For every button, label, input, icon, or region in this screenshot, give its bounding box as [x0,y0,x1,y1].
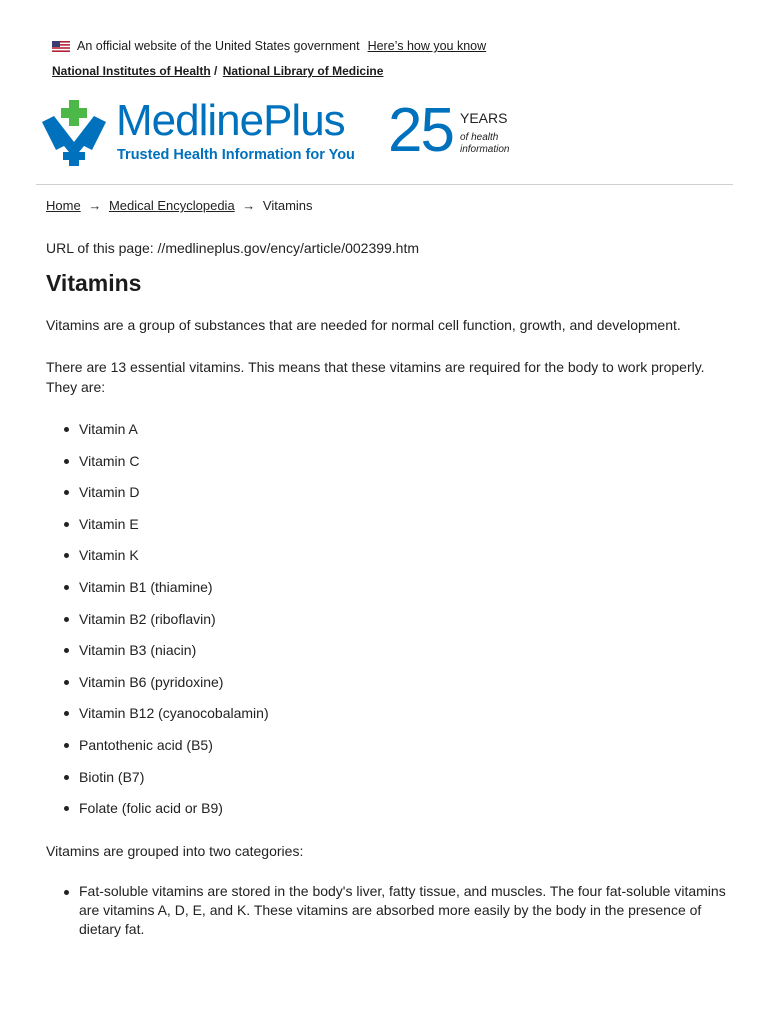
anniversary-number: 25 [388,96,453,165]
breadcrumb-arrow: → [242,198,256,213]
list-item: Vitamin C [46,451,269,483]
list-item: Vitamin B2 (riboflavin) [46,609,269,641]
nih-nlm-links [52,64,383,78]
list-item: Vitamin D [46,482,269,514]
list-item: Pantothenic acid (B5) [46,735,269,767]
intro-paragraph: Vitamins are a group of substances that are needed for normal cell function, growth, and development. [46,317,681,333]
anniversary-subtitle-line-1: of health [460,132,499,143]
page-url: URL of this page: //medlineplus.gov/ency/article/002399.htm [46,240,420,256]
brand-name[interactable]: MedlinePlus [116,96,345,145]
breadcrumb-encyclopedia[interactable]: Medical Encyclopedia [108,198,235,213]
anniversary-subtitle-line-2: information [460,144,510,155]
medlineplus-logo-icon[interactable] [40,98,108,168]
nih-link[interactable]: National Institutes of Health [52,64,211,78]
list-item: Fat-soluble vitamins are stored in the body's liver, fatty tissue, and muscles. The four fat-soluble vitamins are vitamins A, D, E, and K. These vitamins are absorbed more easily by the body in the presence of dietary fat. [46,882,736,939]
essential-paragraph: There are 13 essential vitamins. This means that these vitamins are required for the body to work properly. They are: [46,359,705,395]
page-title: Vitamins [46,270,142,296]
breadcrumb-home[interactable]: Home [46,198,81,213]
vitamin-list [46,419,269,830]
header-divider [36,184,733,185]
list-item: Vitamin K [46,545,269,577]
list-item: Biotin (B7) [46,767,269,799]
list-item: Vitamin E [46,514,269,546]
anniversary-years: YEARS [460,110,508,126]
list-item: Folate (folic acid or B9) [46,798,269,830]
list-item: Vitamin A [46,419,269,451]
category-list [46,882,736,939]
list-item: Vitamin B12 (cyanocobalamin) [46,703,269,735]
gov-banner-text: An official website of the United States government [77,39,360,53]
brand-tagline: Trusted Health Information for You [117,147,355,163]
breadcrumb [46,198,313,213]
list-item: Vitamin B3 (niacin) [46,640,269,672]
anniversary-subtitle [460,132,509,156]
how-you-know-link[interactable]: Here’s how you know [367,39,487,53]
nlm-link[interactable]: National Library of Medicine [222,64,384,78]
list-item: Vitamin B1 (thiamine) [46,577,269,609]
breadcrumb-arrow: → [88,198,102,213]
breadcrumb-current: Vitamins [262,198,313,213]
groups-paragraph: Vitamins are grouped into two categories: [46,843,304,859]
us-flag-icon [52,41,70,52]
gov-banner [52,39,486,53]
list-item: Vitamin B6 (pyridoxine) [46,672,269,704]
nih-link-separator: / [214,64,218,78]
